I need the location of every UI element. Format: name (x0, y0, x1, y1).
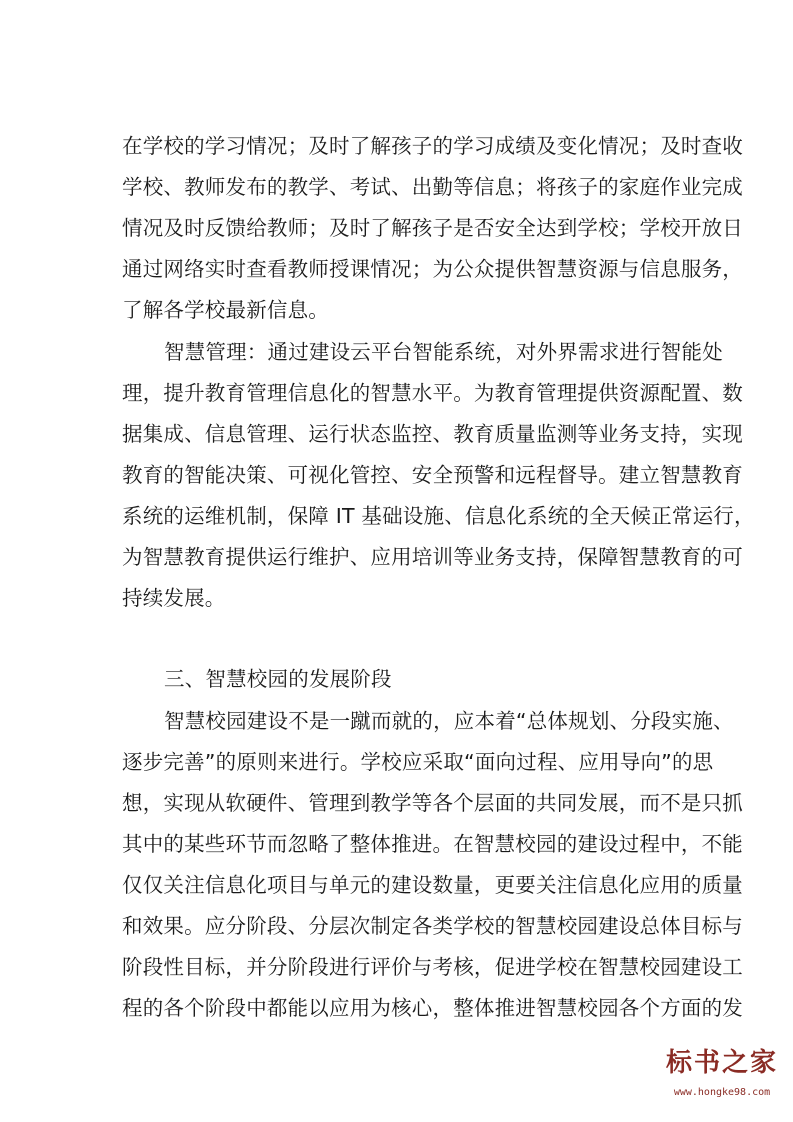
section-heading: 三、智慧校园的发展阶段 (164, 667, 392, 691)
paragraph-line: 系统的运维机制，保障 IT 基础设施、信息化系统的全天候正常运行， (122, 504, 755, 528)
site-watermark (662, 1046, 782, 1116)
paragraph-line: 程的各个阶段中都能以应用为核心，整体推进智慧校园各个方面的发 (122, 996, 743, 1020)
paragraph-line: 在学校的学习情况；及时了解孩子的学习成绩及变化情况；及时查收 (122, 134, 743, 158)
paragraph-line: 和效果。应分阶段、分层次制定各类学校的智慧校园建设总体目标与 (122, 914, 743, 938)
paragraph-line: 阶段性目标，并分阶段进行评价与考核，促进学校在智慧校园建设工 (122, 955, 743, 979)
paragraph-line: 仅仅关注信息化项目与单元的建设数量，更要关注信息化应用的质量 (122, 873, 743, 897)
paragraph-line: 通过网络实时查看教师授课情况；为公众提供智慧资源与信息服务， (122, 257, 743, 281)
paragraph-line: 持续发展。 (122, 586, 226, 610)
paragraph-line: 据集成、信息管理、运行状态监控、教育质量监测等业务支持，实现 (122, 422, 743, 446)
watermark-url: www.hongke98.com (673, 1087, 771, 1098)
paragraph-line: 智慧校园建设不是一蹴而就的，应本着“总体规划、分段实施、 (164, 709, 734, 733)
paragraph-line: 智慧管理：通过建设云平台智能系统，对外界需求进行智能处 (164, 340, 723, 364)
paragraph-line: 想，实现从软硬件、管理到教学等各个层面的共同发展，而不是只抓 (122, 791, 743, 815)
paragraph-line: 情况及时反馈给教师；及时了解孩子是否安全达到学校；学校开放日 (122, 216, 743, 240)
paragraph-line: 教育的智能决策、可视化管控、安全预警和远程督导。建立智慧教育 (122, 463, 743, 487)
paragraph-line: 为智慧教育提供运行维护、应用培训等业务支持，保障智慧教育的可 (122, 545, 743, 569)
watermark-title: 标书之家 (665, 1048, 778, 1078)
paragraph-line: 其中的某些环节而忽略了整体推进。在智慧校园的建设过程中，不能 (122, 832, 743, 856)
paragraph-line: 了解各学校最新信息。 (122, 298, 329, 322)
paragraph-line: 理，提升教育管理信息化的智慧水平。为教育管理提供资源配置、数 (122, 381, 743, 405)
paragraph-line: 逐步完善”的原则来进行。学校应采取“面向过程、应用导向”的思 (122, 750, 714, 774)
paragraph-line: 学校、教师发布的教学、考试、出勤等信息；将孩子的家庭作业完成 (122, 175, 743, 199)
